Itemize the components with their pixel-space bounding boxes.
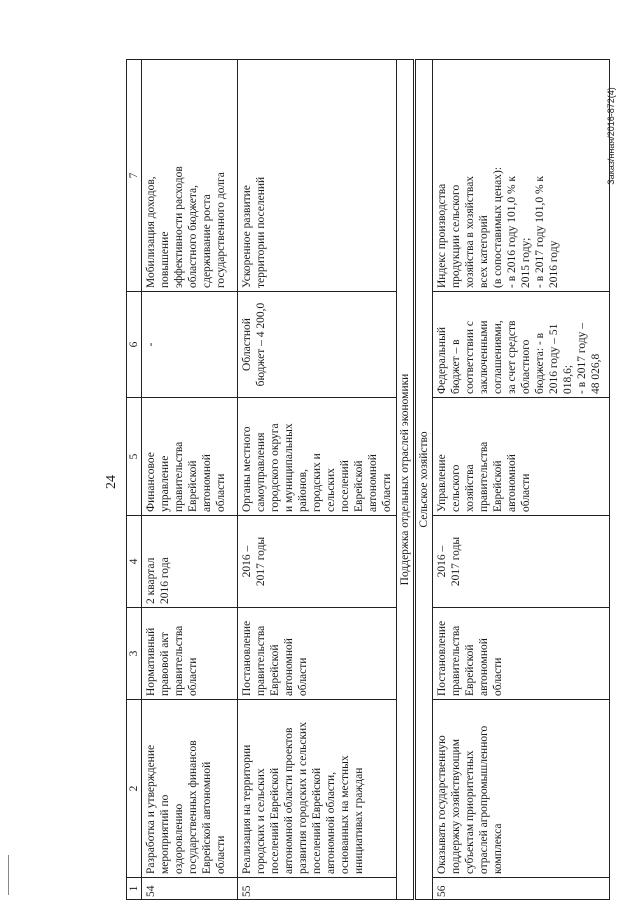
result-cell: Индекс производства продукции сельского хозяйства в хозяйствах всех категорий (в сопоставимых ценах): - в 2016 году 101,0 % к 2015 году; - в 2017 году 101,0 % к 2016 году xyxy=(433,60,610,292)
header-col-2: 2 xyxy=(127,700,142,878)
result-cell: Мобилизация доходов, повышение эффективности расходов областного бюджета, сдерживание роста государственного долга xyxy=(142,60,238,292)
order-stamp: Заказ/нная/2016-872(4) xyxy=(606,87,616,185)
section-row xyxy=(397,60,415,900)
row-number: 54 xyxy=(142,878,238,900)
table-row xyxy=(238,60,397,900)
funding-cell: Областной бюджет – 4 200,0 xyxy=(238,292,397,398)
term-cell: 2 квартал 2016 года xyxy=(142,516,238,608)
header-col-5: 5 xyxy=(127,398,142,516)
row-number: 56 xyxy=(433,878,610,900)
event-cell: Разработка и утверждение мероприятий по оздоровлению государственных финансов Еврейской автономной области xyxy=(142,700,238,878)
term-cell: 2016 – 2017 годы xyxy=(238,516,397,608)
funding-cell: Федеральный бюджет – в соответствии с заключенными соглашениями, за счет средств областного бюджета: - в 2016 году – 51 018,6; - в 2017 году – 48 026,8 xyxy=(433,292,610,398)
table-row xyxy=(433,60,610,900)
header-col-4: 4 xyxy=(127,516,142,608)
header-row xyxy=(127,60,142,900)
header-col-7: 7 xyxy=(127,60,142,292)
section-title: Поддержка отдельных отраслей экономики xyxy=(397,60,415,900)
funding-cell: - xyxy=(142,292,238,398)
event-cell: Реализация на территории городских и сельских поселений Еврейской автономной области проектов развития городских и сельских поселений Еврейской автономной области, основанных на местных инициативах граждан xyxy=(238,700,397,878)
result-cell: Ускоренное развитие территории поселений xyxy=(238,60,397,292)
executor-cell: Управление сельского хозяйства правительства Еврейской автономной области xyxy=(433,398,610,516)
scan-edge-mark xyxy=(8,855,9,895)
header-col-1: 1 xyxy=(127,878,142,900)
header-col-3: 3 xyxy=(127,608,142,700)
table-row xyxy=(142,60,238,900)
document-cell: Нормативный правовой акт правительства области xyxy=(142,608,238,700)
executor-cell: Финансовое управление правительства Еврейской автономной области xyxy=(142,398,238,516)
subsection-title: Сельское хозяйство xyxy=(415,60,433,900)
executor-cell: Органы местного самоуправления городского округа и муниципальных районов, городских и сельских поселений Еврейской автономной области xyxy=(238,398,397,516)
subsection-row xyxy=(415,60,433,900)
rotated-table-container xyxy=(126,60,610,900)
document-cell: Постановление правительства Еврейской автономной области xyxy=(433,608,610,700)
page-number: 24 xyxy=(104,475,119,489)
document-cell: Постановление правительства Еврейской автономной области xyxy=(238,608,397,700)
row-number: 55 xyxy=(238,878,397,900)
measures-table xyxy=(126,59,610,900)
header-col-6: 6 xyxy=(127,292,142,398)
term-cell: 2016 – 2017 годы xyxy=(433,516,610,608)
event-cell: Оказывать государственную поддержку хозяйствующим субъектам приоритетных отраслей агропромышленного комплекса xyxy=(433,700,610,878)
